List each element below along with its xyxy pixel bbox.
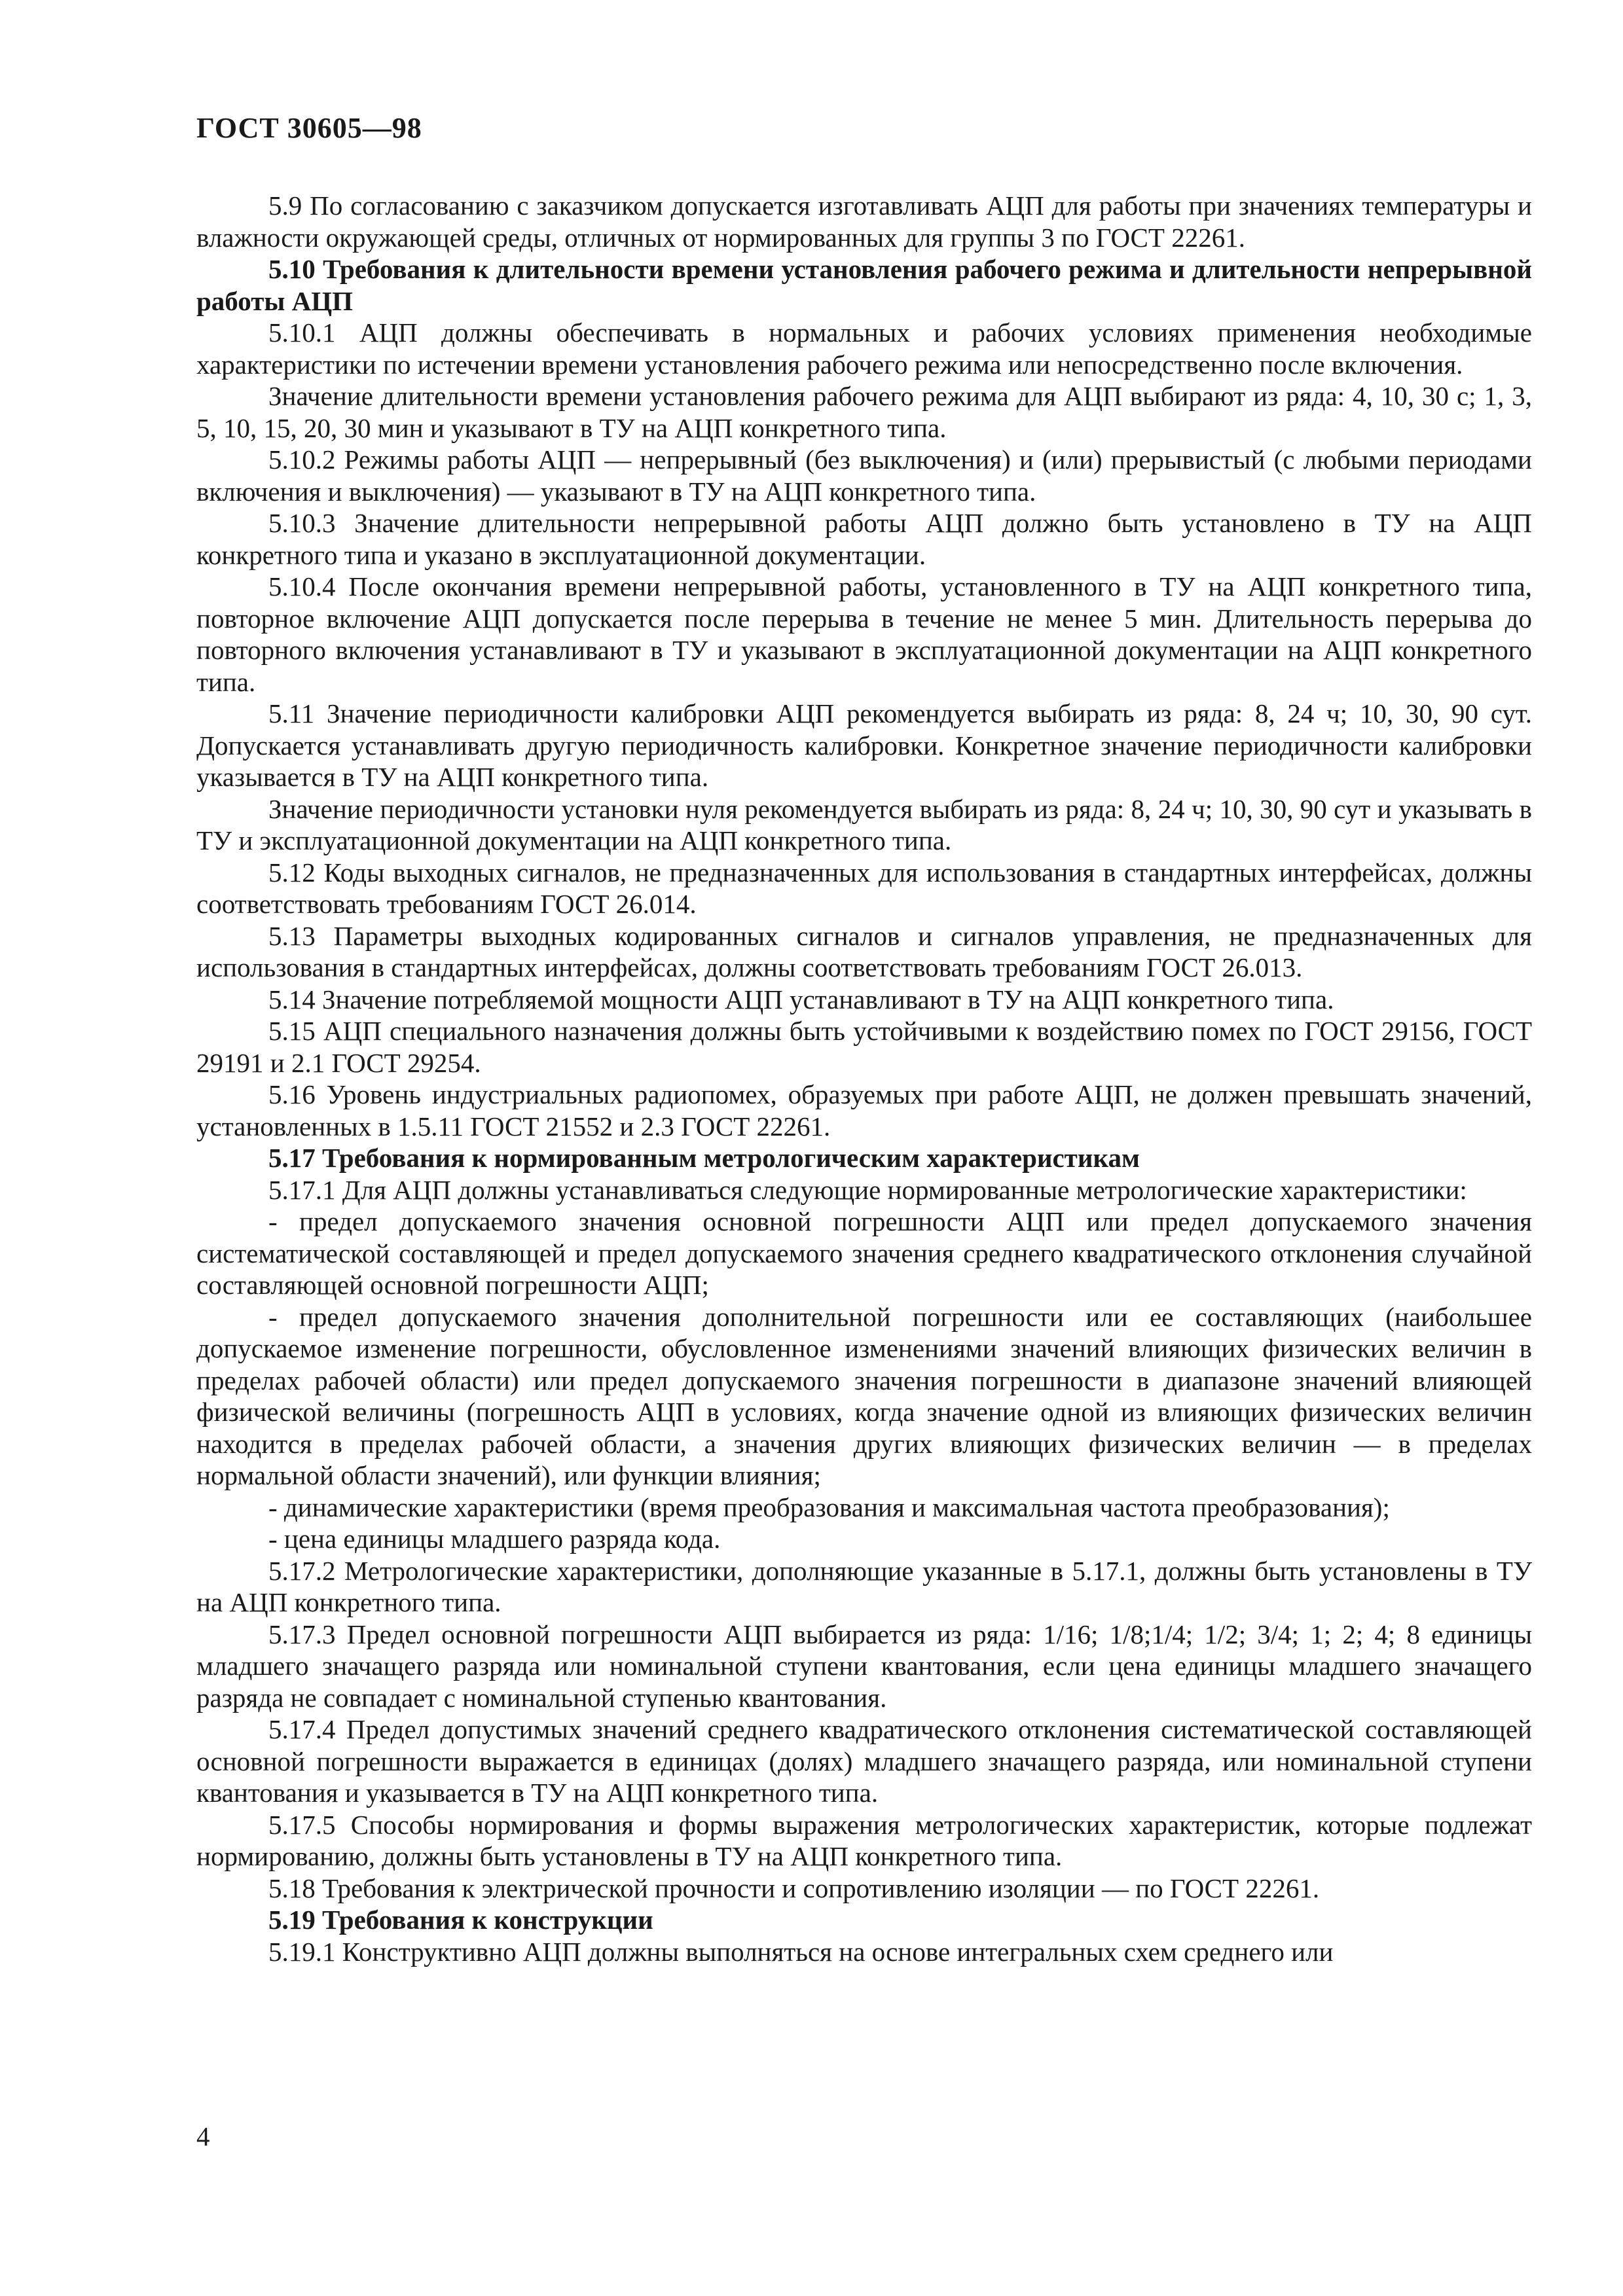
list-item: - цена единицы младшего разряда кода. [268, 1524, 721, 1554]
paragraph: 5.17.3 Предел основной погрешности АЦП выбирается из ряда: 1/16; 1/8;1/4; 1/2; 3/4; 1; 2; 4; 8 единицы младшего значащего разряда или номинальной ступени квантования, если цена единицы младшего значащего разряда не совпадает с номинальной ступенью квантования. [196, 1619, 1532, 1713]
paragraph: 5.17.2 Метрологические характеристики, дополняющие указанные в 5.17.1, должны быть установлены в ТУ на АЦП конкретного типа. [196, 1555, 1532, 1617]
paragraph: 5.10.2 Режимы работы АЦП — непрерывный (без выключения) и (или) прерывистый (с любыми периодами включения и выключения) — указывают в ТУ на АЦП конкретного типа. [196, 444, 1532, 507]
section-heading: 5.10 Требования к длительности времени установления рабочего режима и длительности непрерывной работы АЦП [196, 254, 1532, 316]
paragraph: 5.11 Значение периодичности калибровки АЦП рекомендуется выбирать из ряда: 8, 24 ч; 10, 30, 90 сут. Допускается устанавливать другую периодичность калибровки. Конкретное значение периодичности калибровки указывается в ТУ на АЦП конкретного типа. [196, 698, 1532, 792]
paragraph: 5.12 Коды выходных сигналов, не предназначенных для использования в стандартных интерфейсах, должны соответствовать требованиям ГОСТ 26.014. [196, 857, 1532, 919]
paragraph: 5.10.4 После окончания времени непрерывной работы, установленного в ТУ на АЦП конкретного типа, повторное включение АЦП допускается после перерыва в течение не менее 5 мин. Длительность перерыва до повторного включения устанавливают в ТУ и указывают в эксплуатационной документации на АЦП конкретного типа. [196, 571, 1532, 697]
paragraph: 5.16 Уровень индустриальных радиопомех, образуемых при работе АЦП, не должен превышать значений, установленных в 1.5.11 ГОСТ 21552 и 2.3 ГОСТ 22261. [196, 1079, 1532, 1141]
paragraph: 5.18 Требования к электрической прочности и сопротивлению изоляции — по ГОСТ 22261. [268, 1873, 1320, 1903]
paragraph: 5.17.1 Для АЦП должны устанавливаться следующие нормированные метрологические характеристики: [268, 1174, 1467, 1205]
paragraph: 5.17.5 Способы нормирования и формы выражения метрологических характеристик, которые подлежат нормированию, должны быть установлены в ТУ на АЦП конкретного типа. [196, 1809, 1532, 1871]
list-item: - динамические характеристики (время преобразования и максимальная частота преобразования); [268, 1492, 1390, 1522]
list-item: - предел допускаемого значения дополнительной погрешности или ее составляющих (наибольшее допускаемое изменение погрешности, обусловленное изменениями значений влияющих физических величин в пределах рабочей области) или предел допускаемого значения погрешности в диапазоне значений влияющей физической величины (погрешность АЦП в условиях, когда значение одной из влияющих физических величин находится в пределах рабочей области, а значения других влияющих физических величин — в пределах нормальной области значений), или функции влияния; [196, 1301, 1532, 1490]
section-heading: 5.17 Требования к нормированным метрологическим характеристикам [268, 1143, 1140, 1173]
paragraph: 5.19.1 Конструктивно АЦП должны выполняться на основе интегральных схем среднего или [268, 1936, 1334, 1967]
paragraph: 5.15 АЦП специального назначения должны быть устойчивыми к воздействию помех по ГОСТ 29156, ГОСТ 29191 и 2.1 ГОСТ 29254. [196, 1016, 1532, 1078]
paragraph: 5.13 Параметры выходных кодированных сигналов и сигналов управления, не предназначенных для использования в стандартных интерфейсах, должны соответствовать требованиям ГОСТ 26.013. [196, 920, 1532, 982]
paragraph: 5.9 По согласованию с заказчиком допускается изготавливать АЦП для работы при значениях температуры и влажности окружающей среды, отличных от нормированных для группы 3 по ГОСТ 22261. [196, 190, 1532, 253]
paragraph: 5.10.1 АЦП должны обеспечивать в нормальных и рабочих условиях применения необходимые характеристики по истечении времени установления рабочего режима или непосредственно после включения. [196, 317, 1532, 380]
paragraph: 5.14 Значение потребляемой мощности АЦП устанавливают в ТУ на АЦП конкретного типа. [268, 984, 1334, 1014]
paragraph: Значение длительности времени установления рабочего режима для АЦП выбирают из ряда: 4, 10, 30 с; 1, 3, 5, 10, 15, 20, 30 мин и указывают в ТУ на АЦП конкретного типа. [196, 381, 1532, 443]
section-heading: 5.19 Требования к конструкции [268, 1905, 653, 1935]
paragraph: 5.17.4 Предел допустимых значений среднего квадратического отклонения систематической составляющей основной погрешности выражается в единицах (долях) младшего значащего разряда, или номинальной ступени квантования и указывается в ТУ на АЦП конкретного типа. [196, 1714, 1532, 1808]
document-body [196, 190, 1532, 1967]
paragraph: Значение периодичности установки нуля рекомендуется выбирать из ряда: 8, 24 ч; 10, 30, 90 сут и указывать в ТУ и эксплуатационной документации на АЦП конкретного типа. [196, 793, 1532, 855]
document-header: ГОСТ 30605—98 [196, 112, 422, 144]
list-item: - предел допускаемого значения основной погрешности АЦП или предел допускаемого значения систематической составляющей и предел допускаемого значения среднего квадратического отклонения случайной составляющей основной погрешности АЦП; [196, 1206, 1532, 1300]
page-number: 4 [196, 2121, 210, 2151]
paragraph: 5.10.3 Значение длительности непрерывной работы АЦП должно быть установлено в ТУ на АЦП конкретного типа и указано в эксплуатационной документации. [196, 508, 1532, 570]
